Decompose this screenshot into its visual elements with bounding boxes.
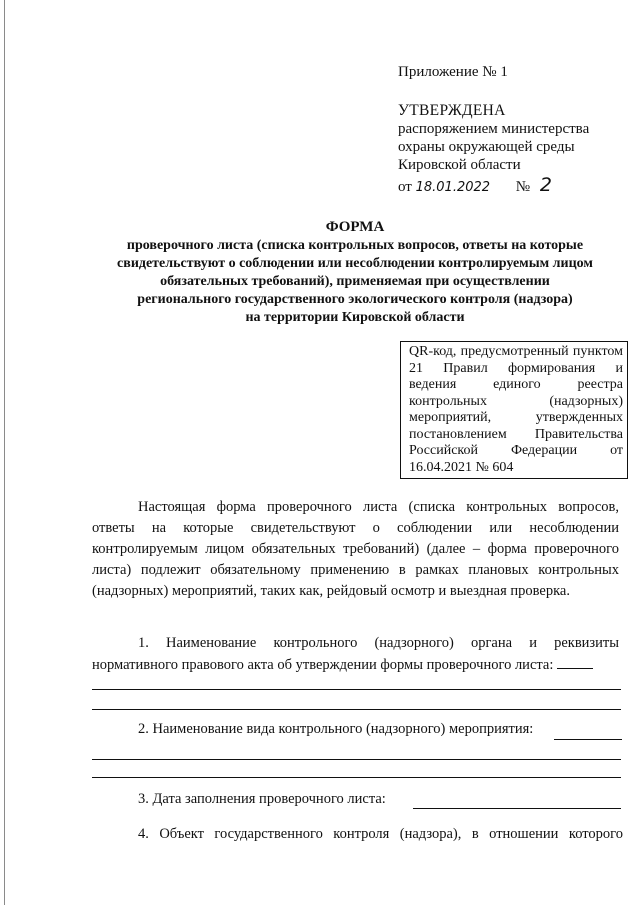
item-3-fill-line	[413, 808, 621, 809]
item-1	[92, 632, 619, 676]
approval-number: 2	[539, 174, 552, 196]
approval-date: 18.01.2022	[415, 180, 491, 195]
item-1-answer-line	[92, 689, 621, 690]
title-main: ФОРМА	[325, 219, 385, 235]
scan-edge-line	[4, 0, 5, 905]
item-1-answer-line	[92, 709, 621, 710]
approval-line: охраны окружающей среды	[398, 139, 575, 155]
item-2-fill-line	[554, 739, 622, 740]
approval-line: Кировской области	[398, 157, 521, 173]
title-line: проверочного листа (списка контрольных вопросов, ответы на которые	[126, 238, 584, 253]
title-line: на территории Кировской области	[245, 310, 465, 325]
item-3-text: 3. Дата заполнения проверочного листа:	[138, 791, 386, 807]
date-prefix: от	[398, 179, 412, 195]
approval-block	[398, 102, 628, 197]
approval-date-line	[398, 176, 628, 197]
form-title	[90, 218, 620, 327]
approval-heading: УТВЕРЖДЕНА	[398, 102, 506, 119]
item-2-answer-line	[92, 759, 621, 760]
intro-paragraph: Настоящая форма проверочного листа (списка контрольных вопросов, ответы на которые свидетельствуют о соблюдении или несоблюдении контролируемым лицом обязательных требований) (далее – форма проверочного листа) подлежит обязательному применению в рамках плановых контрольных (надзорных) мероприятий, таких как, рейдовый осмотр и выездная проверка.	[92, 499, 619, 599]
item-2-answer-line	[92, 777, 621, 778]
item-4-text: 4. Объект государственного контроля (надзора), в отношении которого	[138, 826, 623, 842]
item-1-text: 1. Наименование контрольного (надзорного) органа и реквизиты нормативного правового акта об утверждении формы проверочного листа:	[92, 635, 619, 673]
title-line: обязательных требований), применяемая при осуществлении	[160, 274, 550, 289]
item-2-text: 2. Наименование вида контрольного (надзорного) мероприятия:	[138, 721, 534, 737]
title-line: регионального государственного экологического контроля (надзора)	[137, 292, 573, 307]
title-line: свидетельствуют о соблюдении или несоблюдении контролируемым лицом	[117, 256, 593, 271]
number-sign: №	[515, 179, 531, 195]
qr-code-note-box: QR-код, предусмотренный пунктом 21 Правил формирования и ведения единого реестра контрольных (надзорных) мероприятий, утвержденных постановлением Правительства Российской Федерации от 16.04.2021 № 604	[400, 341, 628, 479]
appendix-label: Приложение № 1	[398, 64, 508, 80]
approval-line: распоряжением министерства	[398, 121, 590, 137]
item-1-fill-line	[557, 658, 593, 669]
